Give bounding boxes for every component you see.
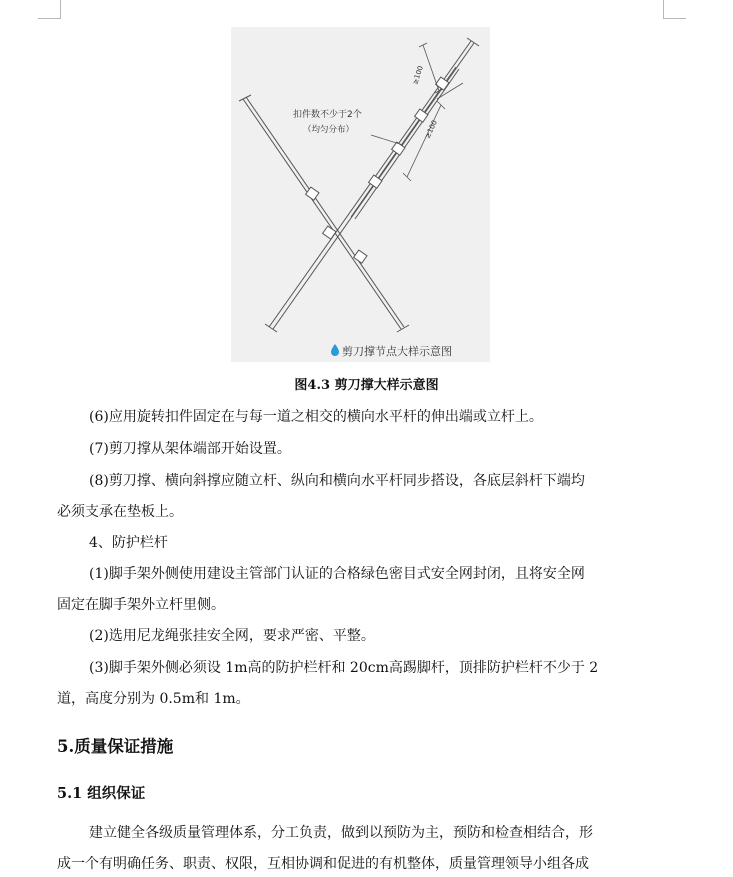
water-drop-icon <box>331 344 339 356</box>
brace-rod-splice-edge <box>355 69 459 219</box>
railing-item-2: (2)选用尼龙绳张挂安全网，要求严密、平整。 <box>89 628 375 644</box>
railing-item-3-line-1: (3)脚手架外侧必须设 1m高的防护栏杆和 20cm高踢脚杆，顶排防护栏杆不少于 2 <box>89 660 599 676</box>
scissor-brace-figure <box>231 27 490 362</box>
railing-item-3-line-2: 道，高度分别为 0.5m和 1m。 <box>57 691 250 707</box>
paragraph-8-line-2: 必须支承在垫板上。 <box>57 504 183 520</box>
figure-watermark-label: 剪刀撑节点大样示意图 <box>342 345 452 358</box>
dimension-upper: ≥100 <box>411 64 425 86</box>
annotation-leader <box>371 135 403 145</box>
railing-item-1-line-1: (1)脚手架外侧使用建设主管部门认证的合格绿色密目式安全网封闭，且将安全网 <box>89 566 585 582</box>
annotation-text-2: （均匀分布） <box>303 125 355 135</box>
heading-5-1: 5.1 组织保证 <box>57 785 146 802</box>
dimension-lower: ≥100 <box>423 119 439 140</box>
coupler <box>354 250 367 263</box>
railing-item-1-line-2: 固定在脚手架外立杆里侧。 <box>57 597 225 613</box>
coupler <box>306 187 319 200</box>
paragraph-6: (6)应用旋转扣件固定在与每一道之相交的横向水平杆的伸出端或立杆上。 <box>89 409 543 425</box>
heading-5: 5.质量保证措施 <box>57 737 174 756</box>
body-line-1: 建立健全各级质量管理体系，分工负责，做到以预防为主，预防和检查相结合，形 <box>89 825 593 841</box>
crop-mark-top-left <box>38 0 61 19</box>
paragraph-8-line-1: (8)剪刀撑、横向斜撑应随立杆、纵向和横向水平杆同步搭设，各底层斜杆下端均 <box>89 473 585 489</box>
figure-caption: 图4.3 剪刀撑大样示意图 <box>294 378 439 393</box>
body-line-2: 成一个有明确任务、职责、权限，互相协调和促进的有机整体，质量管理领导小组各成 <box>57 856 589 872</box>
paragraph-7: (7)剪刀撑从架体端部开始设置。 <box>89 441 291 457</box>
annotation-text-1: 扣件数不少于2个 <box>293 110 362 120</box>
section-4-heading: 4、防护栏杆 <box>89 535 168 551</box>
coupler <box>323 226 336 239</box>
brace-rod-splice <box>351 64 456 217</box>
crop-mark-top-right <box>663 0 686 19</box>
rod-end-cap <box>239 95 251 101</box>
